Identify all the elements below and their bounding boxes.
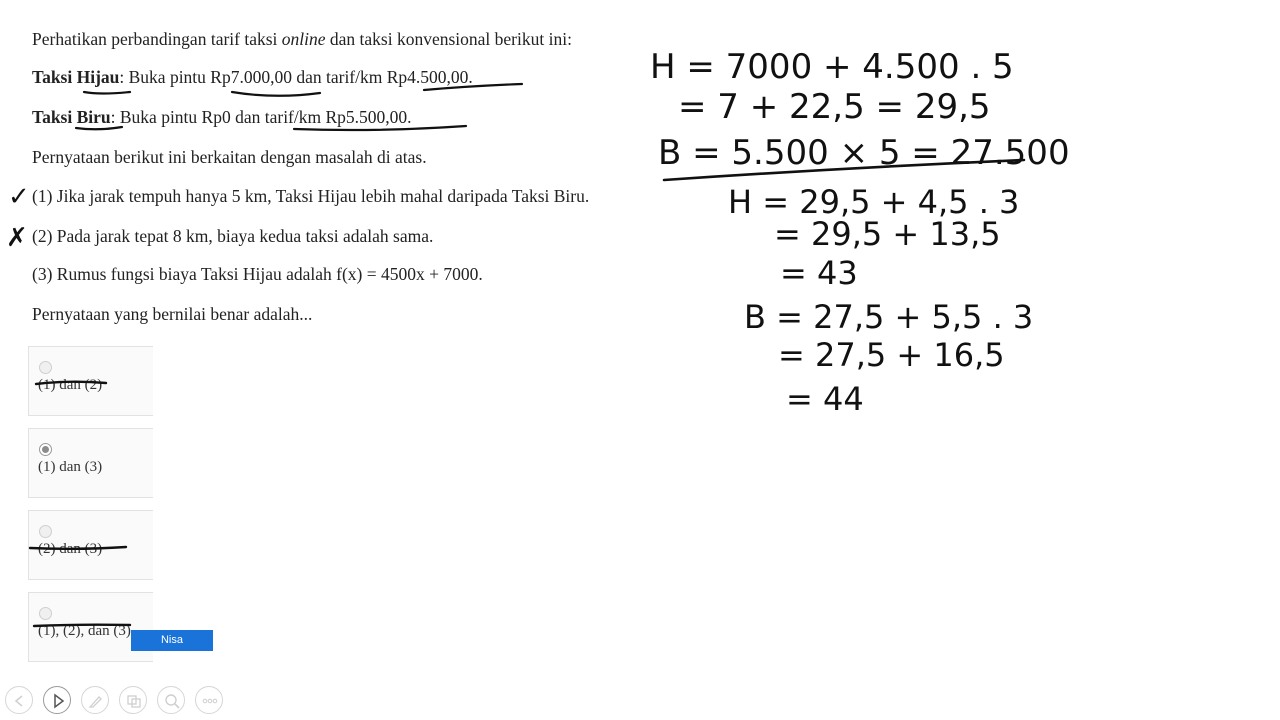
intro-text-end: dan taksi konvensional berikut ini: bbox=[325, 29, 572, 49]
statement-3: (3) Rumus fungsi biaya Taksi Hijau adalah f(x) = 4500x + 7000. bbox=[32, 264, 483, 284]
handwriting-line-3: B = 5.500 × 5 = 27.500 bbox=[658, 133, 1070, 173]
option-1-radio[interactable] bbox=[39, 361, 52, 374]
option-4-radio[interactable] bbox=[39, 607, 52, 620]
option-2[interactable] bbox=[28, 428, 153, 498]
option-3-radio[interactable] bbox=[39, 525, 52, 538]
handwriting-line-2: = 7 + 22,5 = 29,5 bbox=[678, 87, 991, 127]
question-prompt: Pernyataan yang bernilai benar adalah... bbox=[32, 304, 313, 324]
option-4[interactable] bbox=[28, 592, 153, 662]
option-3-label: (2) dan (3) bbox=[38, 541, 103, 557]
statement-2: (2) Pada jarak tepat 8 km, biaya kedua taksi adalah sama. bbox=[32, 226, 434, 246]
taksi-biru-line bbox=[32, 106, 412, 128]
check-mark-icon: ✓ bbox=[8, 182, 30, 212]
statement-1: (1) Jika jarak tempuh hanya 5 km, Taksi Hijau lebih mahal daripada Taksi Biru. bbox=[32, 186, 590, 206]
option-4-label: (1), (2), dan (3) bbox=[38, 623, 131, 639]
pen-icon[interactable] bbox=[81, 686, 109, 714]
taksi-hijau-line bbox=[32, 66, 473, 88]
option-3[interactable] bbox=[28, 510, 153, 580]
handwriting-line-7: B = 27,5 + 5,5 . 3 bbox=[744, 298, 1034, 336]
slides-icon[interactable] bbox=[119, 686, 147, 714]
cross-mark-icon: ✗ bbox=[6, 223, 28, 253]
more-icon[interactable] bbox=[195, 686, 223, 714]
option-1[interactable] bbox=[28, 346, 153, 416]
handwriting-line-6: = 43 bbox=[780, 254, 858, 292]
taksi-hijau-detail: : Buka pintu Rp7.000,00 dan tarif/km Rp4.500,00. bbox=[119, 67, 473, 87]
option-2-radio[interactable] bbox=[39, 443, 52, 456]
presenter-name-tag: Nisa bbox=[131, 630, 213, 651]
intro-italic: online bbox=[281, 29, 326, 49]
zoom-icon[interactable] bbox=[157, 686, 185, 714]
intro-text: Perhatikan perbandingan tarif taksi bbox=[32, 29, 282, 49]
option-2-label: (1) dan (3) bbox=[38, 459, 103, 475]
taksi-biru-detail: : Buka pintu Rp0 dan tarif/km Rp5.500,00. bbox=[110, 107, 412, 127]
play-icon[interactable] bbox=[43, 686, 71, 714]
handwriting-line-8: = 27,5 + 16,5 bbox=[778, 336, 1005, 374]
handwriting-line-5: = 29,5 + 13,5 bbox=[774, 215, 1001, 253]
statement-intro: Pernyataan berikut ini berkaitan dengan masalah di atas. bbox=[32, 147, 427, 167]
taksi-hijau-name: Taksi Hijau bbox=[32, 67, 120, 87]
handwriting-line-4: H = 29,5 + 4,5 . 3 bbox=[728, 183, 1020, 221]
question-intro bbox=[32, 28, 572, 50]
handwriting-line-1: H = 7000 + 4.500 . 5 bbox=[650, 47, 1014, 87]
previous-icon[interactable] bbox=[5, 686, 33, 714]
option-1-label: (1) dan (2) bbox=[38, 377, 103, 393]
taksi-biru-name: Taksi Biru bbox=[32, 107, 111, 127]
handwriting-line-9: = 44 bbox=[786, 380, 864, 418]
